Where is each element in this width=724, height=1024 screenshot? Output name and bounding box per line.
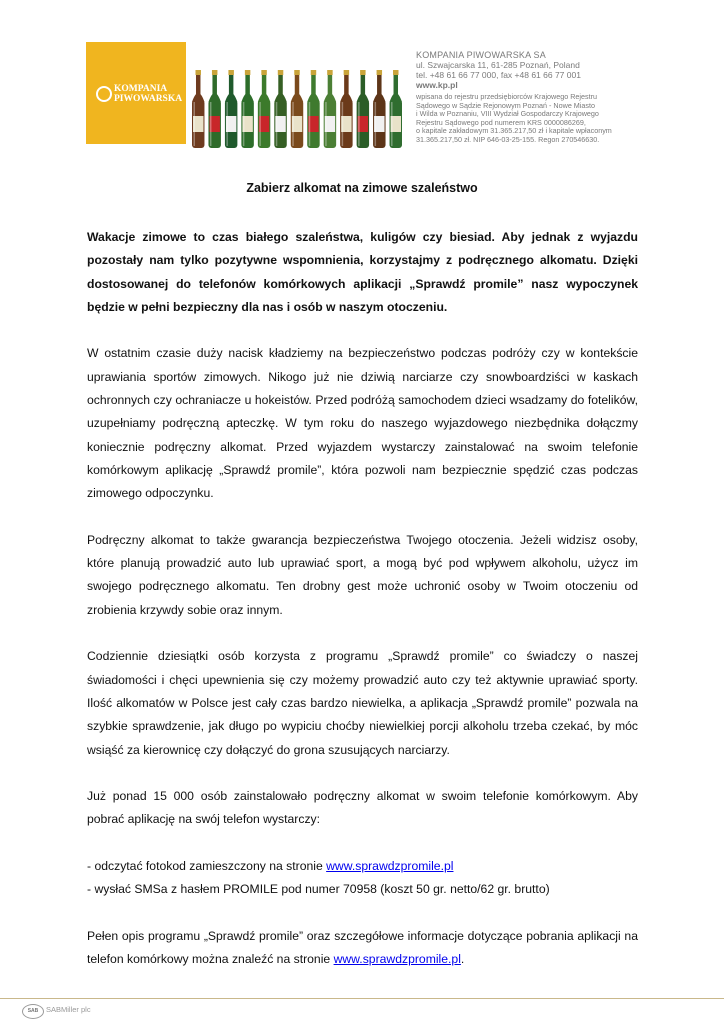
- final-paragraph: Pełen opis programu „Sprawdź promile” oraz szczegółowe informacje dotyczące pobrania aplikacji na telefon komórkowy można znaleźć na stronie www.sprawdzpromile.pl.: [87, 928, 638, 967]
- bottle-icon: [192, 70, 204, 148]
- company-website: www.kp.pl: [416, 80, 458, 90]
- bottle-icon: [390, 70, 402, 148]
- instruction-step: - wysłać SMSa z hasłem PROMILE pod numer 70958 (koszt 50 gr. netto/62 gr. brutto): [87, 882, 550, 897]
- bottle-icon: [357, 70, 369, 148]
- bottle-icon: [208, 70, 220, 148]
- lead-paragraph: Wakacje zimowe to czas białego szaleństwa, kuligów czy biesiad. Aby jednak z wyjazdu pozostały nam tylko pozytywne wspomnienia, korzystajmy z podręcznego alkomatu. Dzięki dostosowanej do telefonów komórkowych aplikacji „Sprawdź promile” nasz wypoczynek będzie w pełni bezpieczny dla nas i osób w naszym otoczeniu.: [87, 230, 638, 314]
- paragraph: W ostatnim czasie duży nacisk kładziemy na bezpieczeństwo podczas podróży czy w kontekście uprawiania sportów zimowych. Nikogo już nie dziwią narciarze czy snowboardziści w kaskach ochronnych czy ochraniacze u hokeistów. Przed podróżą samochodem dzieci wsadzamy do fotelików, uzupełniamy podręczną apteczkę. W tym roku do naszego wyjazdowego niezbędnika dołączmy koniecznie podręczny alkomat. Przed wyjazdem wystarczy zainstalować na swoim telefonie komórkowym aplikację „Sprawdź promile”, która pozwoli nam bezpiecznie spędzić czas podczas zimowego odpoczynku.: [87, 346, 638, 501]
- footer-divider: [0, 998, 724, 999]
- sprawdzpromile-link[interactable]: www.sprawdzpromile.pl: [333, 952, 461, 967]
- instruction-step: - odczytać fotokod zamieszczony na stronie www.sprawdzpromile.pl: [87, 859, 454, 874]
- footer-text: SABMiller plc: [46, 1005, 91, 1014]
- logo-text: KOMPANIA PIWOWARSKA: [114, 84, 183, 104]
- company-info: [416, 50, 676, 144]
- paragraph: Już ponad 15 000 osób zainstalowało podręczny alkomat w swoim telefonie komórkowym. Aby pobrać aplikację na swój telefon wystarczy:: [87, 789, 638, 827]
- document-body: [87, 226, 638, 995]
- company-name: KOMPANIA PIWOWARSKA SA: [416, 50, 546, 60]
- registry-info: wpisana do rejestru przedsiębiorców Krajowego Rejestru Sądowego w Sądzie Rejonowym Poznań - Nowe Miasto i Wilda w Poznaniu, VIII Wydział Gospodarczy Krajowego Rejestru Sądowego pod numerem KRS 0000086269, o kapitale zakładowym 31.365.217,50 zł i kapitale wpłaconym 31.365.217,50 zł. NIP 646-03-25-155. Regon 270546630.: [416, 92, 612, 144]
- bottle-icon: [274, 70, 286, 148]
- bottle-icon: [373, 70, 385, 148]
- beer-bottles-image: [190, 70, 404, 148]
- bottle-icon: [241, 70, 253, 148]
- company-phone: tel. +48 61 66 77 000, fax +48 61 66 77 001: [416, 70, 581, 80]
- company-address: ul. Szwajcarska 11, 61-285 Poznań, Poland: [416, 60, 580, 70]
- bottle-icon: [324, 70, 336, 148]
- bottle-icon: [291, 70, 303, 148]
- bottle-icon: [258, 70, 270, 148]
- company-logo: [86, 42, 186, 144]
- paragraph: Codziennie dziesiątki osób korzysta z programu „Sprawdź promile” co świadczy o naszej świadomości i chęci upewnienia się czy możemy prowadzić auto czy też aktywnie uprawiać sporty. Ilość alkomatów w Polsce jest cały czas bardzo niewielka, a aplikacja „Sprawdź promile” pozwala na szybkie sprawdzenie, jak długo po wypiciu choćby niewielkiej porcji alkoholu trzeba czekać, by móc wsiąść za kierownicę czy dołączyć do grona szusujących narciarzy.: [87, 649, 638, 757]
- sabmiller-logo: SAB: [22, 1004, 44, 1019]
- document-title: Zabierz alkomat na zimowe szaleństwo: [246, 181, 478, 195]
- bottle-icon: [225, 70, 237, 148]
- sprawdzpromile-link[interactable]: www.sprawdzpromile.pl: [326, 859, 454, 874]
- bottle-icon: [307, 70, 319, 148]
- brand-emblem-icon: [96, 86, 112, 102]
- bottle-icon: [340, 70, 352, 148]
- instructions-list: [87, 855, 638, 902]
- paragraph: Podręczny alkomat to także gwarancja bezpieczeństwa Twojego otoczenia. Jeżeli widzisz osoby, które planują prowadzić auto lub uprawiać sport, a mogą być pod wpływem alkoholu, użycz im swojego podręcznego alkomatu. Ten drobny gest może uchronić osoby w Twoim otoczeniu od zrobienia krzywdy sobie oraz innym.: [87, 532, 638, 617]
